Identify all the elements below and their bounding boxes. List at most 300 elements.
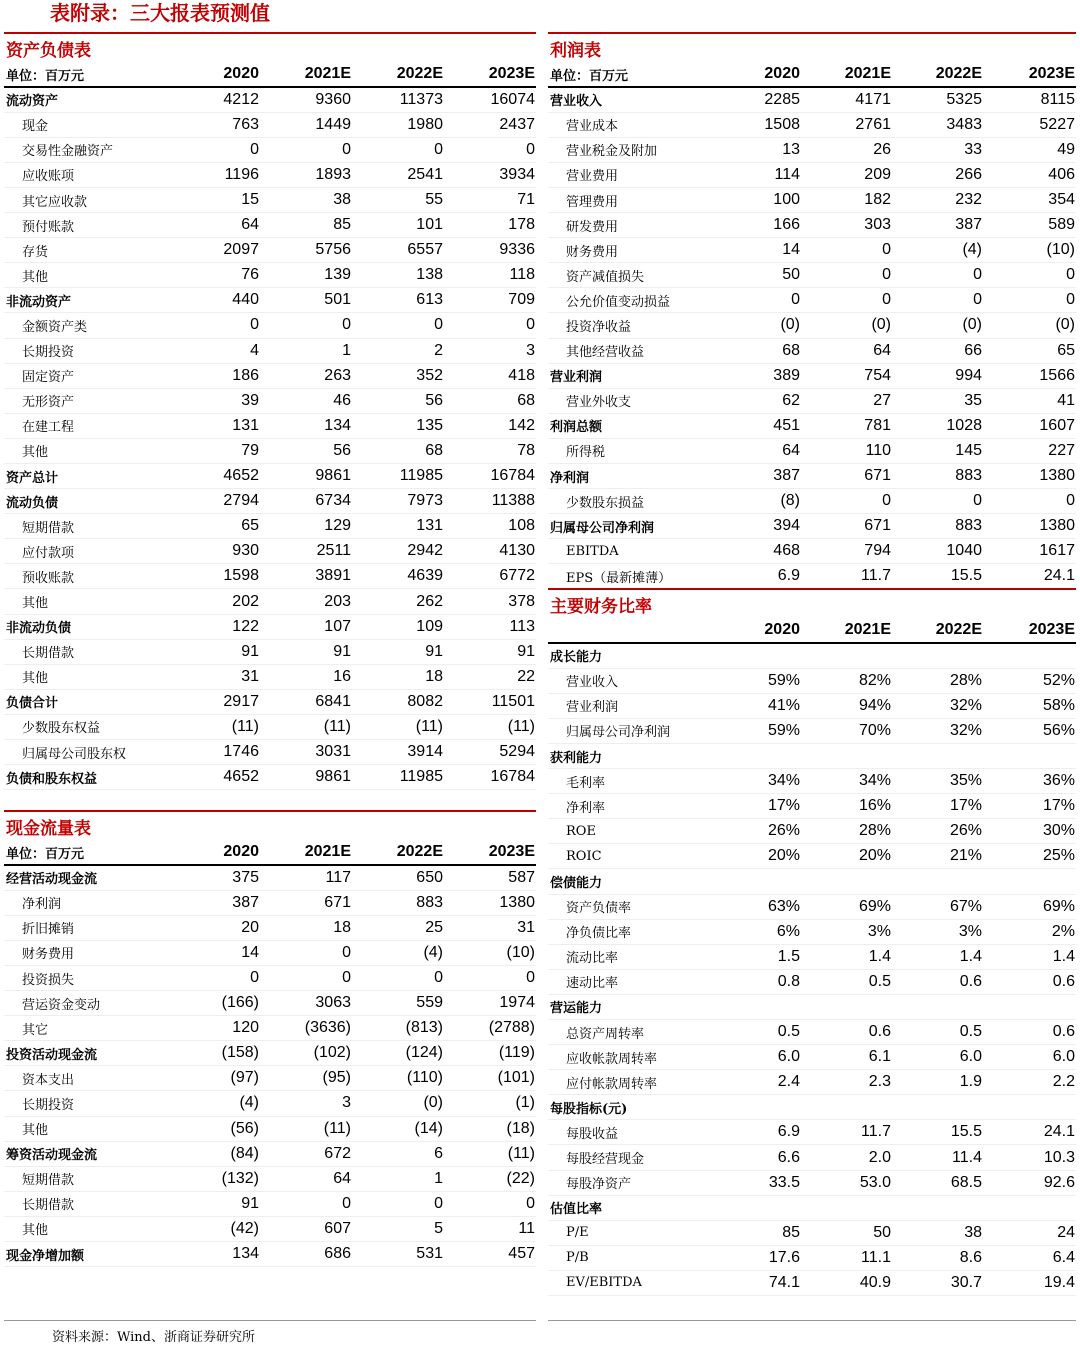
row-value: 1028 [892,413,983,438]
row-value: 0.5 [892,1020,983,1045]
row-value [710,743,801,768]
row-value: 0.8 [710,969,801,994]
row-label: 投资净收益 [548,313,710,338]
row-value: 82% [801,668,892,693]
balance-sheet-panel [4,32,536,790]
table-row [548,794,1076,819]
row-value: 2 [352,338,444,363]
row-value: 30.7 [892,1270,983,1295]
row-value: 794 [801,539,892,564]
row-value: 589 [983,213,1076,238]
row-value [801,869,892,894]
row-label: P/E [548,1220,710,1245]
table-row [548,743,1076,768]
row-value: 6.9 [710,1120,801,1145]
row-value: 0 [352,965,444,990]
row-label: 短期借款 [4,514,168,539]
row-value: 71 [444,187,536,212]
row-value: (11) [260,1116,352,1141]
table-row [4,489,536,514]
table-header-row [548,62,1076,87]
row-value: (42) [168,1216,260,1241]
row-label: 毛利率 [548,769,710,794]
row-value [983,869,1076,894]
row-label: 营运能力 [548,994,710,1019]
row-value: (97) [168,1066,260,1091]
row-value: 17.6 [710,1245,801,1270]
table-row [4,213,536,238]
row-value: 0.6 [801,1020,892,1045]
row-value: 2.4 [710,1070,801,1095]
row-value: 11501 [444,689,536,714]
row-value: 6% [710,919,801,944]
row-label: 财务费用 [548,238,710,263]
year-header: 2020 [710,618,801,643]
row-value: 457 [444,1242,536,1267]
row-value: 11388 [444,489,536,514]
row-value: 11985 [352,765,444,790]
year-header: 2021E [260,840,352,865]
table-row [4,338,536,363]
ratios-table [548,618,1076,1296]
row-value: 672 [260,1141,352,1166]
row-value: (158) [168,1041,260,1066]
row-label: 预收账款 [4,564,168,589]
row-value: 1893 [260,162,352,187]
table-row [548,919,1076,944]
row-value: 32% [892,718,983,743]
table-row [548,413,1076,438]
row-label: 营业利润 [548,693,710,718]
row-value: 202 [168,589,260,614]
row-value: 10.3 [983,1145,1076,1170]
row-value: 4652 [168,464,260,489]
row-value: 40.9 [801,1270,892,1295]
row-value: 587 [444,865,536,890]
row-value: 2942 [352,539,444,564]
table-row [548,388,1076,413]
year-header: 2023E [444,62,536,87]
row-value: 34% [801,769,892,794]
row-label: 营运资金变动 [4,991,168,1016]
row-value: 4212 [168,87,260,112]
row-value: 139 [260,263,352,288]
row-label: ROE [548,819,710,844]
row-value: 0 [444,1191,536,1216]
row-value: 138 [352,263,444,288]
table-row [4,112,536,137]
table-row [548,464,1076,489]
row-label: 净利率 [548,794,710,819]
row-label: 研发费用 [548,213,710,238]
row-value: 387 [710,464,801,489]
table-row [4,137,536,162]
row-label: EV/EBITDA [548,1270,710,1295]
row-value: 69% [801,894,892,919]
row-value: 0 [710,288,801,313]
row-value: 28% [892,668,983,693]
row-value: (119) [444,1041,536,1066]
table-row [548,643,1076,668]
row-value: 1040 [892,539,983,564]
row-value: 754 [801,363,892,388]
row-value: 0 [352,313,444,338]
row-value: 1.4 [892,944,983,969]
row-label: 其它 [4,1016,168,1041]
row-value: 4652 [168,765,260,790]
row-label: 每股指标(元) [548,1095,710,1120]
row-label: 管理费用 [548,187,710,212]
row-label: 应付帐款周转率 [548,1070,710,1095]
row-value: 11.7 [801,1120,892,1145]
row-value: (56) [168,1116,260,1141]
row-value: 58% [983,693,1076,718]
row-value: 108 [444,514,536,539]
row-value: 1746 [168,740,260,765]
row-value: 65 [983,338,1076,363]
row-label: 公允价值变动损益 [548,288,710,313]
row-value: 17% [892,794,983,819]
row-value: (10) [983,238,1076,263]
row-value: 3 [260,1091,352,1116]
row-value: 0 [801,238,892,263]
row-value: (84) [168,1141,260,1166]
table-row [548,313,1076,338]
row-value [710,1195,801,1220]
row-value: 9861 [260,765,352,790]
row-value: 16074 [444,87,536,112]
row-value: 0 [892,288,983,313]
row-value: 114 [710,162,801,187]
row-value: 34% [710,769,801,794]
row-value: 2% [983,919,1076,944]
row-value: 227 [983,438,1076,463]
row-value: 671 [260,890,352,915]
row-label: 净利润 [548,464,710,489]
row-label: 其他 [4,664,168,689]
row-value: 686 [260,1242,352,1267]
row-value: 68 [444,388,536,413]
row-value: 375 [168,865,260,890]
row-value: 0 [352,137,444,162]
table-row [4,539,536,564]
table-row [548,844,1076,869]
row-value: 64 [801,338,892,363]
row-value: 6.1 [801,1045,892,1070]
row-value [710,1095,801,1120]
row-value: 468 [710,539,801,564]
row-value: 1196 [168,162,260,187]
table-row [4,464,536,489]
table-row [4,187,536,212]
row-label: 营业收入 [548,87,710,112]
row-value: 122 [168,614,260,639]
row-value: 0.6 [983,969,1076,994]
row-value: 0 [260,940,352,965]
row-value: 0 [801,489,892,514]
row-value: 59% [710,718,801,743]
table-row [4,1166,536,1191]
row-value: 31 [444,915,536,940]
row-label: 偿债能力 [548,869,710,894]
table-row [548,668,1076,693]
row-value: (95) [260,1066,352,1091]
row-value: 352 [352,363,444,388]
row-value: 0 [260,313,352,338]
row-value: 1 [352,1166,444,1191]
row-value: 0 [260,1191,352,1216]
row-value: (11) [444,714,536,739]
row-value: 64 [260,1166,352,1191]
row-value: 36% [983,769,1076,794]
row-value: 3 [444,338,536,363]
table-row [4,965,536,990]
table-row [4,1041,536,1066]
row-value: 91 [168,639,260,664]
table-row [4,1066,536,1091]
row-value: 166 [710,213,801,238]
row-value: 18 [352,664,444,689]
row-label: 营业利润 [548,363,710,388]
row-label: 负债合计 [4,689,168,714]
row-value: 11.1 [801,1245,892,1270]
row-value: 11985 [352,464,444,489]
row-value: 56% [983,718,1076,743]
row-value: 1380 [983,464,1076,489]
row-value: 16784 [444,464,536,489]
row-value: 53.0 [801,1170,892,1195]
row-value [892,869,983,894]
row-value: 387 [168,890,260,915]
table-row [548,1270,1076,1295]
row-value [892,643,983,668]
row-label: ROIC [548,844,710,869]
table-row [548,162,1076,187]
row-value: 20 [168,915,260,940]
row-value: 763 [168,112,260,137]
row-label: 成长能力 [548,643,710,668]
row-value: (8) [710,489,801,514]
row-value: 74.1 [710,1270,801,1295]
year-header: 2021E [801,618,892,643]
row-value: 1380 [983,514,1076,539]
row-value: (18) [444,1116,536,1141]
row-value: 883 [352,890,444,915]
row-value: 28% [801,819,892,844]
table-row [548,1095,1076,1120]
row-value: 24.1 [983,1120,1076,1145]
income-statement-panel [548,32,1076,589]
row-label: 归属母公司净利润 [548,718,710,743]
table-row [548,137,1076,162]
row-value: 92.6 [983,1170,1076,1195]
row-label: 每股净资产 [548,1170,710,1195]
row-value: 262 [352,589,444,614]
table-row [4,1091,536,1116]
table-row [4,614,536,639]
row-value [801,743,892,768]
row-value: 2097 [168,238,260,263]
row-value: 4639 [352,564,444,589]
table-row [548,1145,1076,1170]
year-header: 2020 [168,62,260,87]
balance-sheet-title: 资产负债表 [6,41,91,61]
row-value: 91 [260,639,352,664]
row-value [983,1095,1076,1120]
year-header: 2023E [983,62,1076,87]
row-label: 现金净增加额 [4,1242,168,1267]
unit-label: 单位：百万元 [4,840,168,865]
row-value: 6734 [260,489,352,514]
row-value: 6557 [352,238,444,263]
row-value: 35 [892,388,983,413]
table-row [548,1070,1076,1095]
row-value: 182 [801,187,892,212]
ratios-title: 主要财务比率 [550,597,652,617]
row-value: (11) [260,714,352,739]
row-label: 营业费用 [548,162,710,187]
row-value: 1598 [168,564,260,589]
source-note: 资料来源：Wind、浙商证券研究所 [52,1330,255,1345]
row-label: 其它应收款 [4,187,168,212]
row-value: 1607 [983,413,1076,438]
row-label: EBITDA [548,539,710,564]
row-value: 32% [892,693,983,718]
table-row [548,489,1076,514]
year-header: 2022E [352,62,444,87]
row-value: 13 [710,137,801,162]
row-value [983,743,1076,768]
row-value: 440 [168,288,260,313]
row-value: 5227 [983,112,1076,137]
row-value: 2437 [444,112,536,137]
row-value: 1980 [352,112,444,137]
income-statement-table [548,62,1076,589]
row-value: (4) [352,940,444,965]
row-value: 6.0 [892,1045,983,1070]
row-value: 3031 [260,740,352,765]
row-label: 资产总计 [4,464,168,489]
row-value: 8082 [352,689,444,714]
row-value: 22 [444,664,536,689]
row-value: 6.6 [710,1145,801,1170]
row-value: 930 [168,539,260,564]
table-row [548,564,1076,589]
row-label: 经营活动现金流 [4,865,168,890]
table-row [4,664,536,689]
unit-label: 单位：百万元 [4,62,168,87]
row-value: 6.9 [710,564,801,589]
row-label: 投资活动现金流 [4,1041,168,1066]
row-label: 总资产周转率 [548,1020,710,1045]
row-value: 378 [444,589,536,614]
row-value: 266 [892,162,983,187]
row-value: 0 [983,263,1076,288]
row-label: 流动负债 [4,489,168,514]
row-value: 671 [801,514,892,539]
row-label: 每股收益 [548,1120,710,1145]
row-value: 11.4 [892,1145,983,1170]
row-value: 33 [892,137,983,162]
row-value: 64 [168,213,260,238]
year-header: 2022E [892,62,983,87]
row-value: 0 [801,263,892,288]
row-label: 交易性金融资产 [4,137,168,162]
row-value: 0.5 [801,969,892,994]
table-row [4,564,536,589]
row-value: 64 [710,438,801,463]
row-value: 3% [892,919,983,944]
row-value: 118 [444,263,536,288]
row-value: 9861 [260,464,352,489]
row-value: 178 [444,213,536,238]
row-value: 16784 [444,765,536,790]
year-header: 2022E [352,840,444,865]
row-value: 2917 [168,689,260,714]
row-value: 6841 [260,689,352,714]
row-value: 883 [892,464,983,489]
row-value: 15.5 [892,1120,983,1145]
unit-label: 单位：百万元 [548,62,710,87]
row-value: (2788) [444,1016,536,1041]
row-label: 财务费用 [4,940,168,965]
year-header: 2022E [892,618,983,643]
table-row [548,969,1076,994]
row-value: 41 [983,388,1076,413]
table-row [4,765,536,790]
row-value [710,643,801,668]
row-value: 26% [892,819,983,844]
row-value: 0.5 [710,1020,801,1045]
row-label: 负债和股东权益 [4,765,168,790]
row-value: 0 [983,489,1076,514]
row-value: 101 [352,213,444,238]
row-label: 其他 [4,1116,168,1141]
table-row [548,1120,1076,1145]
row-label: 长期借款 [4,639,168,664]
table-row [548,363,1076,388]
row-value: (813) [352,1016,444,1041]
row-value: 1.4 [983,944,1076,969]
table-row [548,1170,1076,1195]
row-value: 17% [710,794,801,819]
row-label: EPS（最新摊薄） [548,564,710,589]
row-value: 3063 [260,991,352,1016]
row-value: (132) [168,1166,260,1191]
row-value: 451 [710,413,801,438]
row-value: (4) [168,1091,260,1116]
row-value [892,1195,983,1220]
row-label: 长期投资 [4,1091,168,1116]
row-label: 应付款项 [4,539,168,564]
row-value: 1.5 [710,944,801,969]
row-value: 117 [260,865,352,890]
row-value: 1974 [444,991,536,1016]
row-value: 4 [168,338,260,363]
row-value: 2541 [352,162,444,187]
row-value: 109 [352,614,444,639]
row-value: 354 [983,187,1076,212]
row-value: 209 [801,162,892,187]
table-row [548,1195,1076,1220]
table-row [548,539,1076,564]
balance-sheet-table [4,62,536,790]
table-row [548,693,1076,718]
row-value: 607 [260,1216,352,1241]
row-value: 0 [444,313,536,338]
row-label: P/B [548,1245,710,1270]
row-label: 其他 [4,263,168,288]
